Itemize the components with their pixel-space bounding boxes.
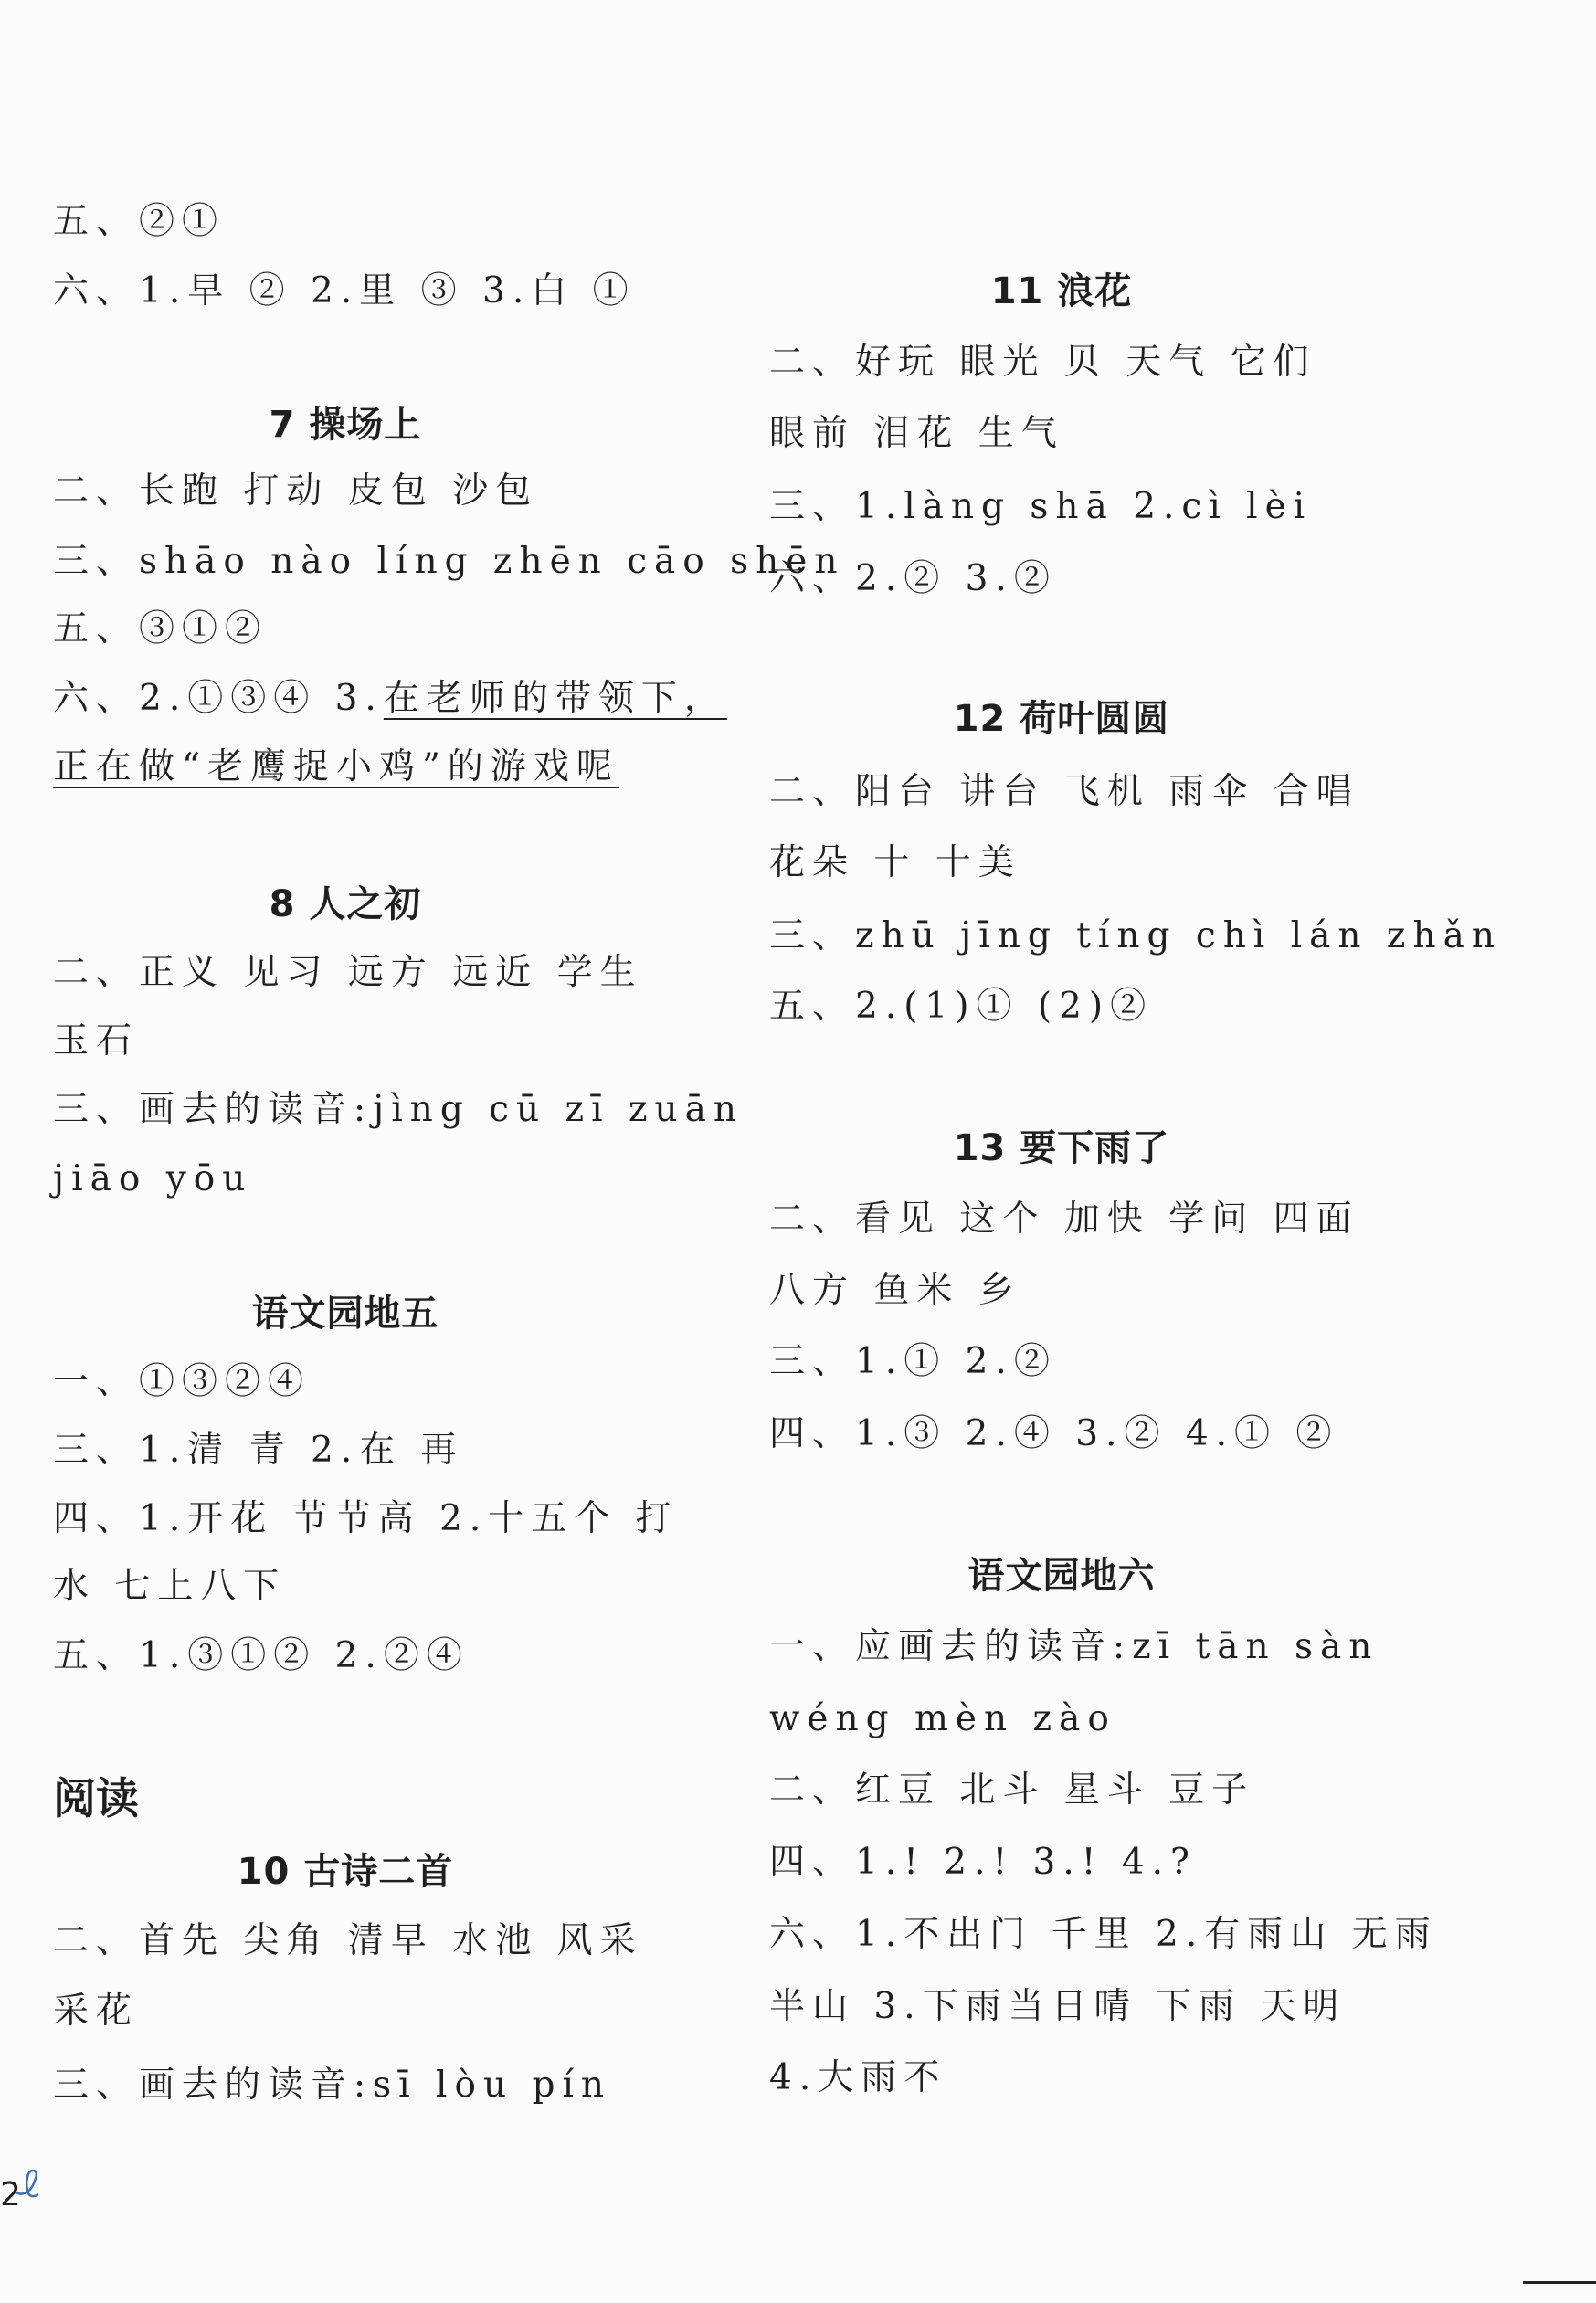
underlined-answer: 在老师的带领下， — [383, 678, 727, 719]
lesson-heading-garden-6: 语文园地六 — [967, 1555, 1156, 1597]
answer-line: wéng mèn zào — [769, 1698, 1116, 1739]
answer-line: 三、1.① 2.② — [769, 1341, 1057, 1382]
answer-line: 二、看见 这个 加快 学问 四面 — [769, 1199, 1359, 1240]
answer-line: 四、1.开花 节节高 2.十五个 打 — [53, 1498, 679, 1539]
lesson-heading-8: 8 人之初 — [269, 883, 422, 925]
answer-line: 六、1.不出门 千里 2.有雨山 无雨 — [769, 1914, 1438, 1955]
answer-line: 六、1.早 ② 2.里 ③ 3.白 ① — [53, 270, 636, 312]
answer-line: 五、②① — [53, 201, 226, 242]
answer-line: 三、画去的读音:jìng cū zī zuān — [53, 1089, 744, 1130]
answer-line: 二、好玩 眼光 贝 天气 它们 — [769, 342, 1316, 383]
flourish-icon — [13, 2165, 44, 2202]
underlined-answer: 正在做“老鹰捉小鸡”的游戏呢 — [53, 746, 619, 787]
lesson-heading-11: 11 浪花 — [990, 270, 1133, 312]
corner-rule — [1523, 2281, 1596, 2284]
answer-line: 4.大雨不 — [769, 2057, 947, 2098]
page-number: 2 — [0, 2176, 21, 2213]
answer-line: 八方 鱼米 乡 — [769, 1270, 1021, 1311]
lesson-heading-10: 10 古诗二首 — [237, 1851, 454, 1893]
section-title-reading: 阅读 — [53, 1774, 139, 1824]
answer-line: 五、③①② — [53, 608, 269, 650]
answer-line: 六、2.①③④ 3.在老师的带领下， — [53, 678, 727, 719]
lesson-heading-12: 12 荷叶圆圆 — [953, 698, 1170, 740]
answer-line: 玉石 — [53, 1020, 140, 1062]
answer-line: 水 七上八下 — [53, 1566, 287, 1607]
answer-line: 五、1.③①② 2.②④ — [53, 1635, 470, 1676]
answer-line: 三、zhū jīng tíng chì lán zhǎn — [769, 915, 1502, 956]
answer-line: 一、应画去的读音:zī tān sàn — [769, 1626, 1379, 1667]
answer-line: 五、2.(1)① (2)② — [769, 986, 1154, 1027]
answer-line: 三、1.清 青 2.在 再 — [53, 1430, 464, 1471]
lesson-heading-13: 13 要下雨了 — [953, 1127, 1170, 1169]
answer-line: 三、画去的读音:sī lòu pín — [53, 2065, 612, 2106]
answer-line: 三、1.làng shā 2.cì lèi — [769, 486, 1313, 527]
answer-line: 二、正义 见习 远方 远近 学生 — [53, 952, 643, 993]
answer-line: 二、长跑 打动 皮包 沙包 — [53, 470, 539, 512]
answer-line: 三、shāo nào líng zhēn cāo shēn — [53, 541, 845, 582]
answer-line: 二、红豆 北斗 星斗 豆子 — [769, 1770, 1255, 1811]
answer-line: 二、首先 尖角 清早 水池 风采 — [53, 1920, 643, 1961]
answer-line: 一、①③②④ — [53, 1361, 312, 1402]
lesson-heading-garden-5: 语文园地五 — [251, 1293, 439, 1335]
answer-line: 四、1.! 2.! 3.! 4.? — [769, 1842, 1197, 1883]
answer-line: 半山 3.下雨当日晴 下雨 天明 — [769, 1986, 1347, 2027]
answer-line: 采花 — [53, 1991, 140, 2032]
answer-line: 眼前 泪花 生气 — [769, 413, 1064, 454]
answer-line: 花朵 十 十美 — [769, 842, 1021, 883]
answer-line: 六、2.② 3.② — [769, 558, 1057, 599]
lesson-heading-7: 7 操场上 — [269, 404, 422, 446]
answer-line: 四、1.③ 2.④ 3.② 4.① ② — [769, 1413, 1339, 1454]
answer-line: 二、阳台 讲台 飞机 雨伞 合唱 — [769, 771, 1359, 812]
answer-line: jiāo yōu — [53, 1158, 253, 1199]
